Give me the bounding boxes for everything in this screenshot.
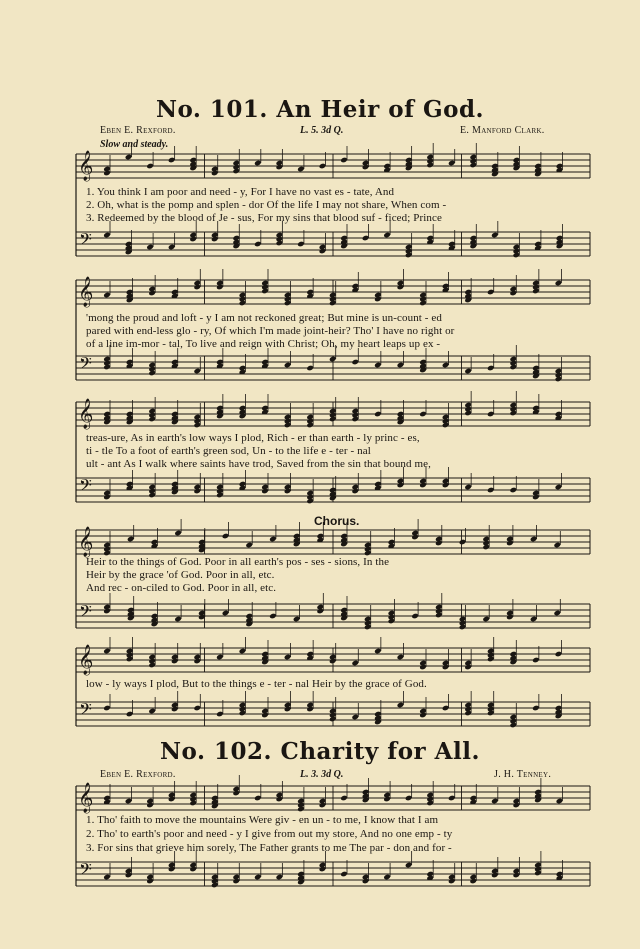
- treble-clef: 𝄞: [78, 277, 94, 307]
- lyric-line: 1. You think I am poor and need - y, For I have no vast es - tate, And: [86, 186, 395, 198]
- hymn-102-author: Eben E. Rexford.: [100, 769, 176, 780]
- lyric-line: pared with end-less glo - ry, Of which I'm made joint-heir? Tho' I have no right or: [86, 325, 455, 337]
- lyric-line: 2. Tho' to earth's poor and need - y I give from out my store, And no one emp - ty: [86, 828, 453, 840]
- lyric-line: ult - ant As I walk where saints have trod, Saved from the sin that bound me,: [86, 458, 431, 470]
- bass-clef: 𝄢: [79, 699, 92, 723]
- treble-clef: 𝄞: [78, 645, 94, 675]
- hymn-101-meter: L. 5. 3d Q.: [300, 125, 344, 136]
- lyric-line: of a line im-mor - tal, To live and reign with Christ; Oh, my heart leaps up ex -: [86, 338, 441, 350]
- bass-clef: 𝄢: [79, 475, 92, 499]
- treble-clef: 𝄞: [78, 151, 94, 181]
- lyric-line: low - ly ways I plod, But to the things e - ter - nal Heir by the grace of God.: [86, 678, 427, 690]
- hymn-102-meter: L. 3. 3d Q.: [300, 769, 344, 780]
- lyric-line: Heir to the things of God. Poor in all earth's pos - ses - sions, In the: [86, 556, 390, 568]
- lyric-line: 'mong the proud and loft - y I am not reckoned great; But mine is un-count - ed: [86, 312, 442, 324]
- bass-clef: 𝄢: [79, 353, 92, 377]
- hymn-102-composer: J. H. Tenney.: [494, 769, 552, 780]
- hymn-101-title: No. 101. An Heir of God.: [155, 96, 485, 123]
- lyric-line: 3. For sins that grieve him sorely, The Father grants to me The par - don and for -: [86, 842, 452, 854]
- treble-clef: 𝄞: [78, 527, 94, 557]
- lyric-line: ti - tle To a foot of earth's green sod, Un - to the life e - ter - nal: [86, 445, 371, 457]
- bass-clef: 𝄢: [79, 229, 92, 253]
- treble-clef: 𝄞: [78, 399, 94, 429]
- bass-clef: 𝄢: [79, 859, 92, 883]
- hymn-101-composer: E. Manford Clark.: [460, 125, 545, 136]
- lyric-line: 3. Redeemed by the blood of Je - sus, For my sins that blood suf - ficed; Prince: [86, 212, 442, 224]
- hymn-101-author: Eben E. Rexford.: [100, 125, 176, 136]
- lyric-line: 1. Tho' faith to move the mountains Were giv - en un - to me, I know that I am: [86, 814, 439, 826]
- hymn-102-title: No. 102. Charity for All.: [160, 738, 480, 765]
- lyric-line: treas-ure, As in earth's low ways I plod, Rich - er than earth - ly princ - es,: [86, 432, 420, 444]
- lyric-line: Heir by the grace 'of God. Poor in all, etc.: [86, 569, 275, 581]
- bass-clef: 𝄢: [79, 601, 92, 625]
- lyric-line: 2. Oh, what is the pomp and splen - dor Of the life I may not share, When com -: [86, 199, 447, 211]
- hymn-101-tempo: Slow and steady.: [100, 139, 169, 150]
- lyric-line: And rec - on-ciled to God. Poor in all, etc.: [86, 582, 277, 594]
- treble-clef: 𝄞: [78, 783, 94, 813]
- chorus-label: Chorus.: [314, 514, 360, 528]
